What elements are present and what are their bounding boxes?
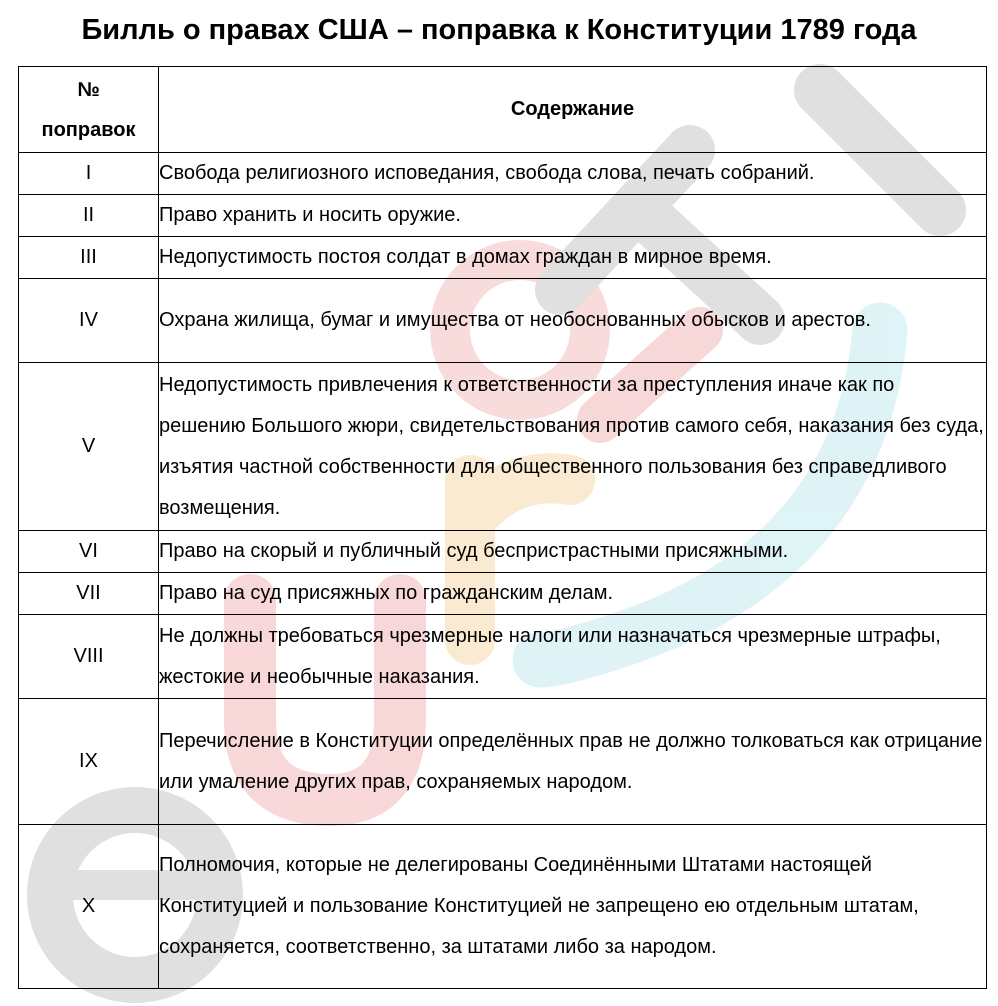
amendment-content: Право на суд присяжных по гражданским делам. bbox=[159, 573, 987, 615]
amendment-number: IV bbox=[19, 279, 159, 363]
amendment-content: Полномочия, которые не делегированы Соединёнными Штатами настоящей Конституцией и пользование Конституцией не запрещено ею отдельным штатам, сохраняется, соответственно, за штатами либо за народом. bbox=[159, 825, 987, 989]
column-header-number bbox=[19, 67, 159, 153]
table-row bbox=[19, 531, 987, 573]
amendment-number: IX bbox=[19, 699, 159, 825]
amendment-content: Право хранить и носить оружие. bbox=[159, 195, 987, 237]
amendment-number: VI bbox=[19, 531, 159, 573]
amendment-number: VIII bbox=[19, 615, 159, 699]
amendment-number: V bbox=[19, 363, 159, 531]
table-row bbox=[19, 699, 987, 825]
amendment-number: VII bbox=[19, 573, 159, 615]
amendment-number: I bbox=[19, 153, 159, 195]
amendment-content: Право на скорый и публичный суд беспристрастными присяжными. bbox=[159, 531, 987, 573]
amendment-content: Охрана жилища, бумаг и имущества от необоснованных обысков и арестов. bbox=[159, 279, 987, 363]
table-row bbox=[19, 153, 987, 195]
page-title: Билль о правах США – поправка к Конституции 1789 года bbox=[81, 14, 917, 46]
table-row bbox=[19, 195, 987, 237]
column-header-number-line2: поправок bbox=[41, 118, 136, 141]
table-row bbox=[19, 615, 987, 699]
amendment-content: Перечисление в Конституции определённых прав не должно толковаться как отрицание или умаление других прав, сохраняемых народом. bbox=[159, 699, 987, 825]
column-header-content: Содержание bbox=[159, 67, 987, 153]
amendment-content: Не должны требоваться чрезмерные налоги или назначаться чрезмерные штрафы, жестокие и необычные наказания. bbox=[159, 615, 987, 699]
table-row bbox=[19, 825, 987, 989]
column-header-number-line1: № bbox=[77, 78, 100, 101]
amendment-content: Недопустимость постоя солдат в домах граждан в мирное время. bbox=[159, 237, 987, 279]
amendment-content: Недопустимость привлечения к ответственности за преступления иначе как по решению Большого жюри, свидетельствования против самого себя, наказания без суда, изъятия частной собственности для общественного пользования без справедливого возмещения. bbox=[159, 363, 987, 531]
table-header-row bbox=[19, 67, 987, 153]
amendment-number: III bbox=[19, 237, 159, 279]
table-row bbox=[19, 237, 987, 279]
amendment-content: Свобода религиозного исповедания, свобода слова, печать собраний. bbox=[159, 153, 987, 195]
amendments-table bbox=[18, 66, 987, 989]
table-row bbox=[19, 279, 987, 363]
table-row bbox=[19, 573, 987, 615]
table-row bbox=[19, 363, 987, 531]
amendment-number: X bbox=[19, 825, 159, 989]
amendment-number: II bbox=[19, 195, 159, 237]
